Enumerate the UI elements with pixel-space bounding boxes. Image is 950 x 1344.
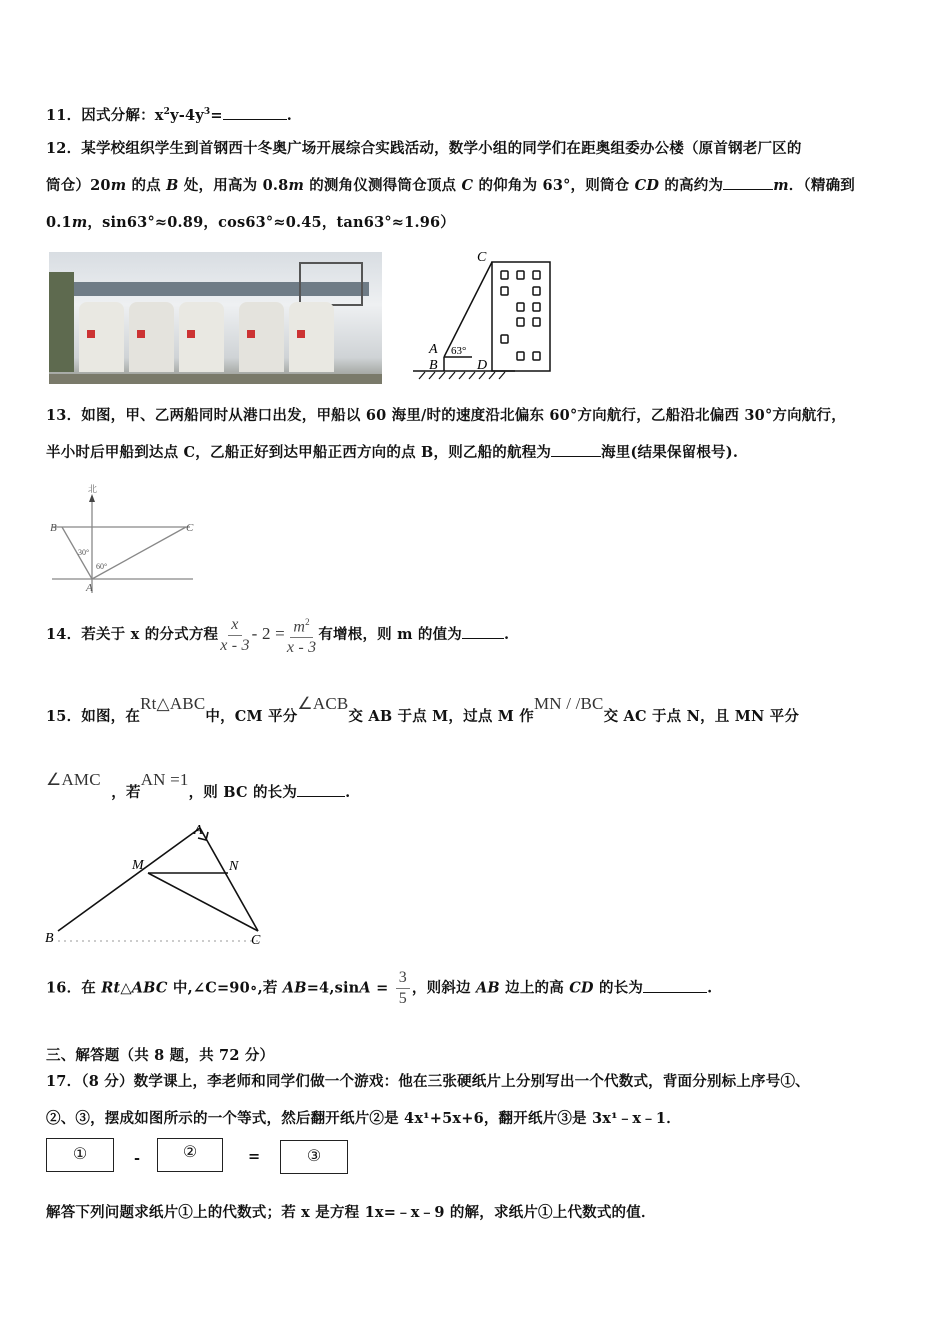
- minus-sign: -: [134, 1150, 141, 1167]
- math: Rt△ABC: [140, 694, 206, 713]
- north-arrow-icon: [89, 494, 95, 502]
- question-11: [46, 104, 292, 125]
- ships-diagram: [40, 475, 210, 600]
- text: 交 AC 于点 N，且 MN 平分: [603, 708, 800, 725]
- question-12-line-3: [46, 211, 455, 232]
- text: 14．若关于 x 的分式方程: [46, 626, 219, 644]
- text: 交 AB 于点 M，过点 M 作: [348, 708, 534, 725]
- math: ∠ACB: [297, 694, 349, 713]
- punct: .: [345, 784, 351, 801]
- var: AB: [475, 979, 500, 997]
- card-3: ③: [280, 1140, 348, 1174]
- text: ，若: [111, 784, 141, 801]
- text: 海里(结果保留根号).: [601, 444, 739, 461]
- label-a: A: [429, 342, 438, 357]
- var: CD: [569, 979, 594, 997]
- answer-blank: [723, 175, 773, 190]
- text: ，则 BC 的长为: [188, 784, 298, 801]
- answer-blank: [462, 624, 504, 639]
- label-b: B: [429, 358, 438, 373]
- question-16: [46, 968, 712, 1009]
- label-a: A: [194, 823, 203, 838]
- question-17-line-1: 17．（8 分）数学课上，李老师和同学们做一个游戏：他在三张硬纸片上分别写出一个代数式，背面分别标上序号①、: [46, 1073, 810, 1090]
- label-c: C: [477, 250, 487, 265]
- card-1: ①: [46, 1138, 114, 1172]
- question-12-line-1: 12．某学校组织学生到首钢西十冬奥广场开展综合实践活动，数学小组的同学们在距奥组委办公楼（原首钢老厂区的: [46, 140, 802, 157]
- numerator: 3: [396, 968, 410, 989]
- angle-30: 30°: [78, 548, 90, 557]
- math: AN =1: [140, 770, 189, 789]
- denominator: x - 3: [286, 639, 317, 657]
- var: AB: [282, 979, 307, 997]
- text: ．（精确到: [788, 177, 855, 194]
- expr: =: [210, 107, 223, 124]
- question-13-line-1: 13．如图，甲、乙两船同时从港口出发，甲船以 60 海里/时的速度沿北偏东 60°方向航行，乙船沿北偏西 30°方向航行，: [46, 407, 846, 424]
- section-heading: 三、解答题（共 8 题，共 72 分）: [46, 1047, 275, 1064]
- expr: - 2 =: [251, 624, 285, 644]
- question-13-line-2: [46, 441, 738, 462]
- var: CD: [634, 177, 660, 194]
- equals-sign: =: [248, 1148, 261, 1165]
- var: A: [359, 979, 371, 997]
- text: =4,sin: [306, 979, 360, 997]
- question-12-line-2: [46, 174, 855, 195]
- text: 的高约为: [659, 177, 724, 194]
- label-n: N: [229, 859, 239, 874]
- angle-label: 63°: [451, 345, 467, 357]
- text: 的仰角为 63°，则筒仓: [473, 177, 635, 194]
- text: =: [370, 979, 394, 997]
- math: Rt△ABC: [101, 979, 168, 997]
- numerator: [290, 612, 312, 638]
- unit: m: [288, 177, 304, 194]
- text: 的点: [126, 177, 167, 194]
- label-d: D: [477, 358, 488, 373]
- punct: .: [503, 626, 510, 644]
- silo-diagram: [405, 245, 565, 385]
- fraction: [396, 968, 410, 1009]
- exponent: 2: [305, 617, 310, 627]
- var: m: [293, 618, 306, 636]
- label-north: 北: [88, 484, 98, 494]
- label-b: B: [50, 522, 57, 534]
- fraction-2: [287, 612, 316, 658]
- text: 中,: [167, 979, 193, 997]
- text: 的测角仪测得筒仓顶点: [303, 177, 462, 194]
- sight-line: [444, 262, 492, 357]
- question-14: [46, 612, 509, 658]
- exponent: 3: [203, 107, 211, 118]
- numerator: x: [228, 615, 241, 636]
- text: ，sin63°≈0.89，cos63°≈0.45，tan63°≈1.96）: [87, 214, 455, 231]
- text: 15．如图，在: [46, 708, 141, 725]
- question-17-task: 解答下列问题求纸片①上的代数式；若 x 是方程 1x=﹣x﹣9 的解，求纸片①上代数式的值．: [46, 1204, 656, 1221]
- text: 半小时后甲船到达点 C，乙船正好到达甲船正西方向的点 B，则乙船的航程为: [46, 444, 552, 461]
- var: C: [461, 177, 474, 194]
- unit: m: [110, 177, 127, 194]
- label-a: A: [86, 582, 93, 594]
- unit: m: [773, 177, 789, 194]
- answer-blank: [223, 105, 287, 120]
- var: B: [166, 177, 179, 194]
- fraction-1: [220, 615, 249, 656]
- angle-60: 60°: [96, 562, 108, 571]
- math: MN / /BC: [533, 694, 604, 713]
- label-c: C: [186, 522, 194, 534]
- math: ∠AMC: [46, 770, 101, 789]
- unit: m: [71, 214, 88, 231]
- card-2: ②: [157, 1138, 223, 1172]
- denominator: x - 3: [220, 636, 250, 654]
- denominator: 5: [398, 990, 407, 1007]
- label-c: C: [251, 933, 261, 948]
- exponent: 2: [163, 107, 171, 118]
- q-text: 因式分解：: [81, 107, 155, 124]
- text: ，则斜边: [411, 979, 476, 997]
- expr: x: [154, 107, 164, 124]
- text: 筒仓）20: [46, 177, 111, 194]
- answer-blank: [643, 978, 707, 993]
- expr: y-4y: [170, 107, 204, 124]
- label-m: M: [132, 858, 144, 873]
- text: 中，CM 平分: [205, 708, 298, 725]
- punct: .: [286, 107, 292, 124]
- label-b: B: [45, 931, 54, 946]
- question-15-line-2: [46, 770, 351, 802]
- q-number: 11．: [46, 107, 82, 124]
- text: 16．在: [46, 979, 102, 997]
- question-15-line-1: [46, 694, 800, 726]
- text: 0.1: [46, 214, 72, 231]
- answer-blank: [551, 442, 601, 457]
- text: 边上的高: [499, 979, 570, 997]
- text: 的长为: [593, 979, 644, 997]
- text: ∠C=90∘,若: [192, 979, 283, 997]
- silo-building-photo: [49, 252, 382, 384]
- question-17-line-2: ②、③，摆成如图所示的一个等式，然后翻开纸片②是 4x¹+5x+6，翻开纸片③是 3x¹﹣x﹣1．: [46, 1110, 681, 1127]
- answer-blank: [297, 782, 345, 797]
- punct: .: [707, 979, 713, 997]
- text: 处，用高为 0.8: [178, 177, 289, 194]
- text: 有增根，则 m 的值为: [318, 626, 462, 644]
- triangle-diagram: [40, 818, 270, 950]
